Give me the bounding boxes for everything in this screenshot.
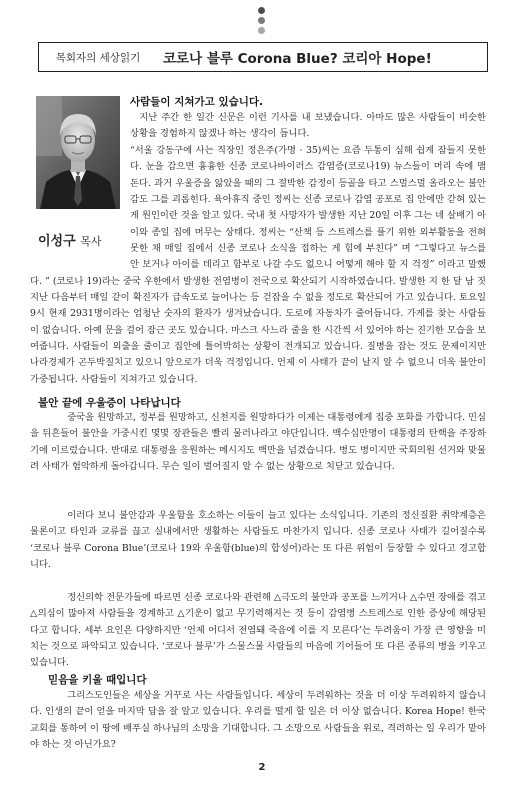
paragraph-1-1: 지난 주간 한 일간 신문은 이런 기사를 내 보냈습니다. 아마도 많은 사람들이 비슷한 상황을 경험하지 않겠나 하는 생각이 듭니다. [130,112,486,140]
section-heading-3: 믿음을 키울 때입니다 [48,674,147,686]
paragraph-1-2 [30,143,486,388]
section-heading-2: 불안 끝에 우울증이 나타납니다 [38,397,181,409]
column-header [38,42,488,72]
paragraph-1-2-wrap [30,143,486,388]
section-heading-1: 사람들이 지쳐가고 있습니다. [130,96,264,108]
column-section-label: 목회자의 세상읽기 [55,51,141,64]
paragraph-1-2-text: “서울 강동구에 사는 직장인 정은주(가명 · 35)씨는 요즘 두통이 심해 쉽게 잠들지 못한다. 눈을 감으면 흉흉한 신종 코로나바이러스 감염증(코로나19) 뉴스들이 머리 속에 맴돈다. 과거 우울증을 앓았을 때의 그 절박한 감정이 등골을 타고 스멀스멀 올라오는 불안감도 그를 괴롭힌다. 육아휴직 중인 정씨는 신종 코로나 감염 공포로 집 안에만 갇혀 있는 게 원인이란 것을 알고 있다. 국내 첫 사망자가 발생한 지난 20일 이후 그는 네 살배기 아이와 종일 집에 머무는 상태다. 정씨는 “산책 등 스트레스를 풀기 위한 외부활동을 전혀 못한 채 매일 집에서 신종 코로나 소식을 접하는 게 힘에 부친다” 며 “그렇다고 뉴스를 안 보거나 아이를 데리고 함부로 나갈 수도 없으니 어떻게 해야 할 지 걱정” 이라고 말했다. ” (코로나 19)라는 중국 우한에서 발생한 전염병이 전국으로 확산되기 시작하였습니다. 발생한 지 한 달 남 짓 지난 다음부터 매일 같이 확진자가 급속도로 늘어나는 등 걷잡을 수 없을 정도로 확산되어 가고 있습니다. 토요일 9시 현재 2931명이라는 엄청난 숫자의 환자가 생겨났습니다. 도로에 자동차가 줄어듭니다. 가게를 찾는 사람들이 없습니다. 아예 문을 걸어 잠근 곳도 있습니다. 마스크 사느라 줄을 한 시간씩 서 있어야 하는 진기한 모습을 보여줍니다. 사람들이 외출을 줄이고 집안에 틀어박히는 상황이 전개되고 있습니다. 질병을 잡는 것도 문제이지만 나라경제가 곤두박질치고 있으니 앞으로가 더욱 걱정입니다. 언제 이 사태가 끝이 날지 알 수 없으니 더욱 불안이 가중됩니다. 사람들이 지쳐가고 있습니다. [30,145,486,385]
author-role: 목사 [80,235,102,248]
article-title: 코로나 블루 Corona Blue? 코리아 Hope! [163,51,432,67]
author-name-text: 이성구 [38,234,76,249]
dot-mid [258,17,265,24]
paragraph-3-1: 그리스도인들은 세상을 거꾸로 사는 사람들입니다. 세상이 두려워하는 것을 더 이상 두려워하지 않습니다. 인생의 끝이 얻을 마지막 답을 잘 알고 있습니다. 우리를 떨게 할 일은 더 이상 없습니다. Korea Hope! 한국교회를 통하여 이 땅에 배푸실 하나님의 소망을 기대합니다. 그 소망으로 사람들을 위로, 격려하는 일 우리가 맡아야 하는 것 아닌가요? [30,690,486,751]
dot-light [258,27,265,34]
paragraph-2-1: 중국을 원망하고, 정부를 원망하고, 신천지를 원망하다가 이제는 대통령에게 집중 포화를 가합니다. 민심을 뒤흔들어 불안을 가중시킨 몇몇 장관들은 빨리 물러나라고 야단입니다. 백수십만명이 대통령의 탄핵을 주장하기에 이르렀습니다. 반대로 대통령을 응원하는 메시지도 백만을 넘겼습니다. 병도 병이지만 국회의원 선거와 맞물려 사태가 험악하게 돌아갑니다. 무슨 일이 벌어질지 알 수 없는 상황으로 치닫고 있습니다. [30,412,486,473]
paragraph-2-2: 이러다 보니 불안감과 우울함을 호소하는 이들이 늘고 있다는 소식입니다. 기존의 정신질환 취약계층은 물론이고 타인과 교류를 끊고 실내에서만 생활하는 사람들도 마찬가지 입니다. 신종 코로나 사태가 길어질수록 ‘코로나 블루 Corona Blue’(코로나 19와 우울함(blue)의 합성어)라는 또 다른 위험이 등장할 수 있다고 경고합니다. [30,510,486,571]
decorative-dots [257,7,266,37]
page-number: 2 [258,762,266,773]
paragraph-2-3: 정신의학 전문가들에 따르면 신종 코로나와 관련해 △극도의 불안과 공포를 느끼거나 △수면 장애를 겪고 △의심이 많아져 사람들을 경계하고 △기운이 없고 무기력해지는 것 등이 감염병 스트레스로 인한 증상에 해당된다고 합니다. 세부 요인은 다양하지만 ‘언제 어디서 전염돼 죽음에 이를 지 모른다’는 두려움이 가장 큰 영향을 미치는 것으로 파악되고 있습니다. ‘코로나 블루’가 스물스물 사람들의 마음에 기어들어 또 다른 종류의 병을 키우고 있습니다. [30,592,486,669]
dot-dark [258,7,265,14]
